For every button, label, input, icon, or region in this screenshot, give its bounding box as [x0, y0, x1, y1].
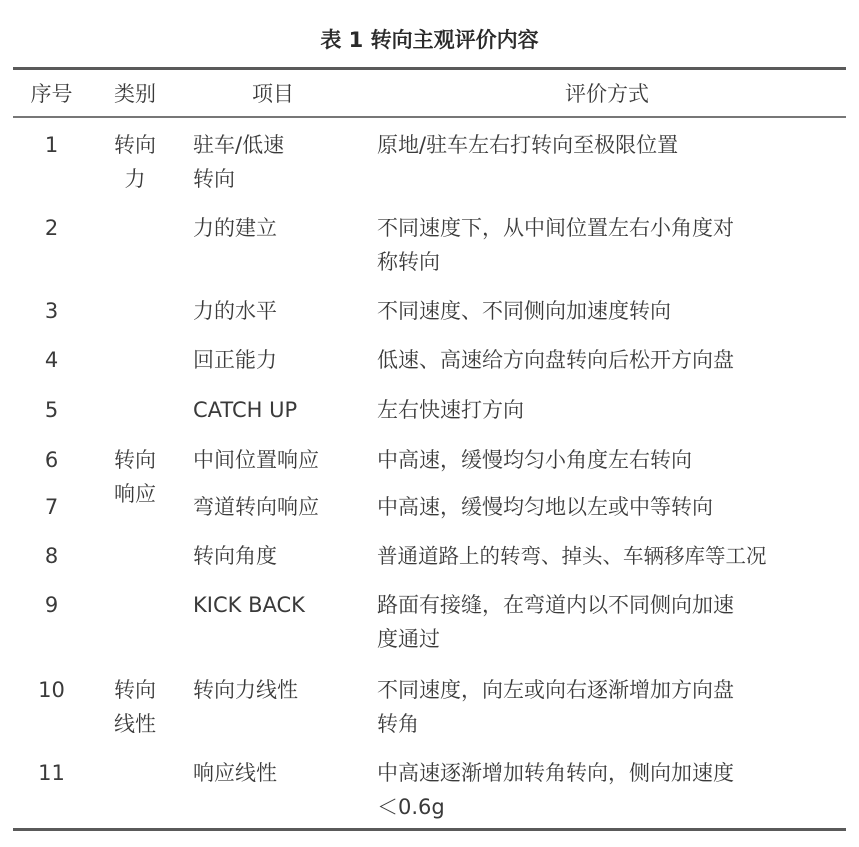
row-4-method: 低速、高速给方向盘转向后松开方向盘: [377, 348, 734, 372]
row-11-no: 11: [38, 761, 65, 785]
row-5-method: 左右快速打方向: [377, 398, 524, 422]
header-item: 项目: [252, 82, 294, 106]
row-4-no: 4: [44, 348, 59, 372]
category-steering-response: 转向 响应: [114, 448, 156, 506]
row-4-item: 回正能力: [193, 348, 277, 372]
row-1-method: 原地/驻车左右打转向至极限位置: [377, 133, 679, 157]
row-7-no: 7: [44, 495, 59, 519]
row-9-item: KICK BACK: [193, 593, 305, 617]
row-6-item: 中间位置响应: [193, 448, 319, 472]
row-8-method: 普通道路上的转弯、掉头、车辆移库等工况: [377, 544, 767, 568]
row-5-no: 5: [44, 398, 59, 422]
row-1-no: 1: [44, 133, 59, 157]
row-3-method: 不同速度、不同侧向加速度转向: [377, 299, 671, 323]
header-no: 序号: [30, 82, 73, 106]
row-3-no: 3: [44, 299, 59, 323]
row-7-item: 弯道转向响应: [193, 495, 319, 519]
row-10-method: 不同速度，向左或向右逐渐增加方向盘 转角: [377, 678, 734, 736]
header-rule: [13, 116, 846, 118]
row-6-method: 中高速，缓慢均匀小角度左右转向: [377, 448, 692, 472]
top-rule: [13, 67, 846, 70]
category-steering-linearity: 转向 线性: [114, 678, 156, 736]
row-2-method: 不同速度下，从中间位置左右小角度对 称转向: [377, 216, 734, 274]
row-6-no: 6: [44, 448, 59, 472]
row-9-method: 路面有接缝，在弯道内以不同侧向加速 度通过: [377, 593, 734, 651]
table-title: 表 1 转向主观评价内容: [320, 28, 539, 52]
category-steering-force: 转向 力: [114, 133, 156, 191]
header-category: 类别: [114, 82, 156, 106]
row-10-no: 10: [38, 678, 65, 702]
row-9-no: 9: [44, 593, 59, 617]
row-2-no: 2: [44, 216, 59, 240]
row-7-method: 中高速，缓慢均匀地以左或中等转向: [377, 495, 713, 519]
row-8-item: 转向角度: [193, 544, 277, 568]
row-5-item: CATCH UP: [193, 398, 298, 422]
row-10-item: 转向力线性: [193, 678, 298, 702]
bottom-rule: [13, 828, 846, 831]
row-8-no: 8: [44, 544, 59, 568]
row-11-method: 中高速逐渐增加转角转向，侧向加速度 ＜0.6g: [377, 761, 734, 819]
row-11-item: 响应线性: [193, 761, 277, 785]
header-method: 评价方式: [565, 82, 649, 106]
row-3-item: 力的水平: [193, 299, 277, 323]
row-1-item: 驻车/低速 转向: [193, 133, 285, 191]
row-2-item: 力的建立: [193, 216, 277, 240]
